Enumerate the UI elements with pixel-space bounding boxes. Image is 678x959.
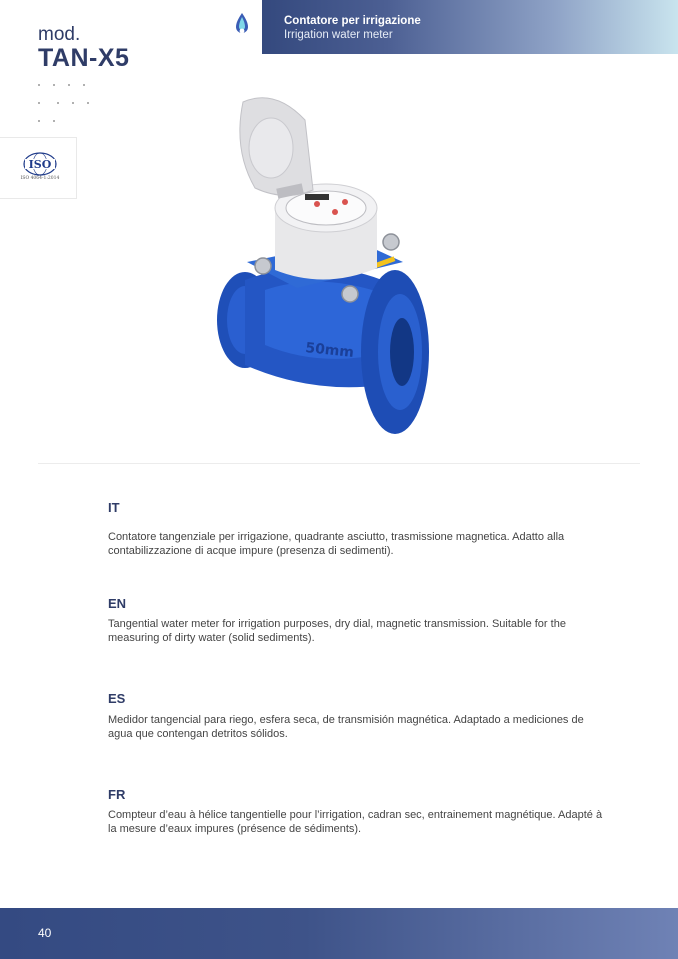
lang-code-es: ES [108,691,126,706]
header-band [262,0,678,54]
description-es: Medidor tangencial para riego, esfera seca, de transmisión magnética. Adaptado a mediciones de agua que contengan detritos sólidos. [108,714,584,740]
header-title-it: Contatore per irrigazione [284,15,421,27]
lang-code-en: EN [108,596,127,611]
footer-band [0,908,678,959]
lang-code-fr: FR [108,787,126,802]
description-en: Tangential water meter for irrigation purposes, dry dial, magnetic transmission. Suitable for the measuring of dirty water (solid sediments). [108,618,566,644]
iso-caption: ISO 4064-1:2014 [20,176,60,181]
iso-logo-text: ISO [28,158,52,171]
water-drop-icon [234,12,250,38]
model-name: TAN-X5 [38,44,130,72]
section-divider [38,463,640,464]
description-fr: Compteur d’eau à hélice tangentielle pour l’irrigation, cadran sec, entrainement magnétique. Adapté à la mesure d’eaux impures (présence de sédiments). [108,809,603,835]
water-meter-image [205,90,445,440]
model-prefix: mod. [38,24,81,45]
decorative-dots [38,80,108,134]
body-marking: 50mm [304,340,355,362]
description-it: Contatore tangenziale per irrigazione, quadrante asciutto, trasmissione magnetica. Adatto alla contabilizzazione di acque impure (presenza di sedimenti). [108,531,565,557]
header-title-en: Irrigation water meter [284,29,393,41]
lang-code-it: IT [108,500,120,515]
page-number: 40 [38,926,52,940]
